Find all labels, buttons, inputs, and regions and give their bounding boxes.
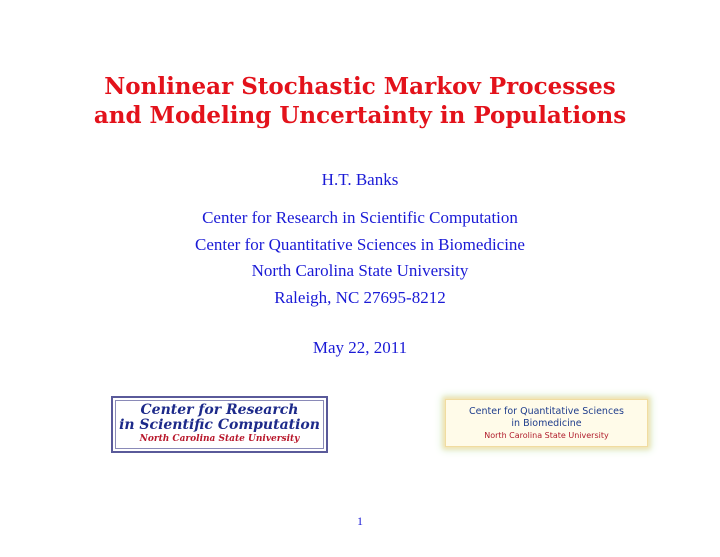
cqsb-logo-line-1: Center for Quantitative Sciences xyxy=(469,406,624,417)
author: H.T. Banks xyxy=(321,170,399,189)
crsc-logo-line-3: North Carolina State University xyxy=(139,434,300,444)
affiliation-university: North Carolina State University xyxy=(251,261,469,280)
cqsb-logo-line-2: in Biomedicine xyxy=(511,418,582,429)
page-number: 1 xyxy=(357,514,363,528)
cqsb-logo xyxy=(445,399,648,447)
title-line-2: and Modeling Uncertainty in Populations xyxy=(93,102,627,129)
cqsb-logo-line-3: North Carolina State University xyxy=(484,431,609,440)
affiliation-cqsb: Center for Quantitative Sciences in Biomedicine xyxy=(195,235,525,254)
affiliation-address: Raleigh, NC 27695-8212 xyxy=(274,288,446,307)
crsc-logo-line-1: Center for Research xyxy=(140,402,299,418)
affiliation-crsc: Center for Research in Scientific Computation xyxy=(202,208,518,227)
crsc-logo xyxy=(111,396,328,453)
presentation-date: May 22, 2011 xyxy=(312,338,408,357)
crsc-logo-line-2: in Scientific Computation xyxy=(119,417,320,433)
title-line-1: Nonlinear Stochastic Markov Processes xyxy=(104,73,616,100)
